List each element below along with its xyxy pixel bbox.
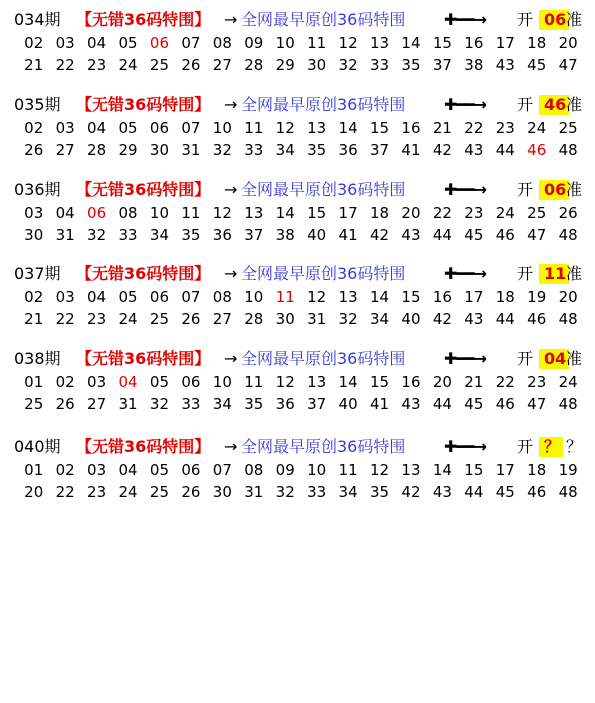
number-cell: 12 [275,373,295,391]
bracket-title: 【无错36码特围】 [76,180,211,199]
bracket-title: 【无错36码特围】 [76,95,211,114]
number-cell: 02 [24,119,44,137]
number-cell: 04 [87,119,107,137]
slogan-text: 全网最早原创36码特围 [241,180,406,199]
number-row [18,308,584,330]
number-cell: 21 [464,373,484,391]
number-cell: 02 [24,34,44,52]
number-cell: 35 [369,483,390,501]
number-cell: 25 [149,310,170,328]
period-header [14,8,584,32]
number-cell: 38 [464,56,484,74]
result-suffix: 准 [566,264,583,283]
number-cell: 21 [432,119,452,137]
number-cell: 30 [212,483,232,501]
number-cell: 32 [87,226,107,244]
number-cell: 22 [432,204,452,222]
number-cell: 10 [212,119,232,137]
long-arrow-icon: ✚━━→ [444,95,487,114]
number-grid [18,286,584,330]
number-cell: 12 [369,461,390,479]
number-cell: 37 [369,141,390,159]
number-cell: 12 [212,204,232,222]
period-header [14,262,584,286]
result-badge: 11 [539,264,569,284]
number-cell: 42 [432,141,452,159]
number-cell: 10 [307,461,327,479]
number-row [18,54,584,76]
number-cell: 22 [55,310,75,328]
number-cell: 46 [527,310,547,328]
number-cell: 34 [212,395,232,413]
number-cell: 02 [55,461,75,479]
number-cell: 22 [55,56,75,74]
number-cell: 34 [338,483,358,501]
number-row [18,117,584,139]
number-cell: 34 [149,226,170,244]
number-cell: 16 [401,373,421,391]
number-cell: 05 [118,288,138,306]
number-cell: 05 [118,119,138,137]
number-row [18,139,584,161]
period-block [14,435,584,503]
arrow-icon: → [224,95,238,114]
period-block [14,93,584,161]
period-block [14,178,584,246]
number-cell: 37 [432,56,452,74]
number-row [18,371,584,393]
number-cell: 24 [118,483,138,501]
number-cell: 03 [55,119,75,137]
number-cell: 07 [212,461,232,479]
number-cell: 14 [338,119,358,137]
number-cell: 15 [307,204,327,222]
number-cell: 02 [24,288,44,306]
number-cell: 08 [118,204,138,222]
number-cell: 30 [149,141,170,159]
open-label: 开 [517,437,534,456]
number-cell: 10 [275,34,295,52]
result-suffix: ？ [566,437,583,456]
number-cell: 08 [212,34,232,52]
period-label: 034期 [14,10,61,29]
number-cell: 10 [212,373,232,391]
long-arrow-icon: ✚━━→ [444,10,487,29]
result-badge: 04 [539,349,569,369]
number-cell: 32 [338,310,358,328]
number-cell: 13 [338,288,358,306]
period-label: 038期 [14,349,61,368]
number-cell: 26 [55,395,75,413]
number-cell: 19 [558,461,578,479]
number-cell: 21 [24,310,44,328]
arrow-icon: → [224,180,238,199]
number-cell: 44 [432,226,452,244]
number-cell: 03 [24,204,44,222]
number-cell: 30 [275,310,295,328]
number-cell: 45 [464,395,484,413]
number-cell: 06 [149,119,170,137]
long-arrow-icon: ✚━━→ [444,349,487,368]
number-cell: 36 [338,141,358,159]
arrow-icon: → [224,264,238,283]
number-cell: 43 [464,310,484,328]
number-cell: 33 [181,395,201,413]
result-suffix: 准 [566,10,583,29]
result-suffix: 准 [566,180,583,199]
open-label: 开 [517,264,534,283]
number-cell: 15 [464,461,484,479]
number-cell: 17 [338,204,358,222]
number-cell: 23 [87,56,107,74]
period-header [14,435,584,459]
number-cell: 28 [244,310,264,328]
number-cell: 14 [401,34,421,52]
number-cell: 09 [275,461,295,479]
number-cell: 41 [401,141,421,159]
number-cell: 20 [24,483,44,501]
number-row [18,286,584,308]
long-arrow-icon: ✚━━→ [444,437,487,456]
number-cell: 46 [495,226,515,244]
slogan-text: 全网最早原创36码特围 [241,264,406,283]
number-cell: 23 [87,310,107,328]
number-cell: 43 [401,226,421,244]
period-block [14,262,584,330]
number-cell: 37 [244,226,264,244]
number-cell: 05 [149,461,170,479]
number-row [18,481,584,503]
number-cell: 34 [275,141,295,159]
number-cell: 10 [149,204,170,222]
number-cell: 06 [149,34,170,52]
number-cell: 15 [432,34,452,52]
number-grid [18,459,584,503]
number-cell: 26 [24,141,44,159]
number-cell: 06 [149,288,170,306]
number-cell: 43 [401,395,421,413]
number-cell: 23 [464,204,484,222]
number-cell: 18 [495,288,515,306]
open-label: 开 [517,95,534,114]
arrow-icon: → [224,349,238,368]
number-cell: 31 [181,141,201,159]
number-cell: 17 [464,288,484,306]
number-cell: 11 [338,461,358,479]
number-cell: 23 [495,119,515,137]
number-cell: 48 [558,310,578,328]
number-cell: 31 [118,395,138,413]
number-grid [18,117,584,161]
number-cell: 48 [558,395,578,413]
number-cell: 24 [118,56,138,74]
number-cell: 48 [558,483,578,501]
number-cell: 05 [118,34,138,52]
number-cell: 46 [527,141,547,159]
period-label: 037期 [14,264,61,283]
number-cell: 46 [527,483,547,501]
number-cell: 30 [307,56,327,74]
number-cell: 27 [55,141,75,159]
number-cell: 06 [87,204,107,222]
number-cell: 37 [307,395,327,413]
number-cell: 04 [87,288,107,306]
number-row [18,32,584,54]
number-cell: 42 [369,226,390,244]
number-cell: 22 [495,373,515,391]
result-suffix: 准 [566,95,583,114]
number-cell: 18 [527,34,547,52]
number-cell: 14 [369,288,390,306]
bracket-title: 【无错36码特围】 [76,264,211,283]
number-cell: 26 [181,310,201,328]
number-cell: 13 [401,461,421,479]
period-label: 035期 [14,95,61,114]
number-cell: 32 [275,483,295,501]
number-cell: 38 [275,226,295,244]
number-cell: 28 [244,56,264,74]
number-cell: 27 [212,310,232,328]
number-cell: 07 [181,119,201,137]
result-badge: 06 [539,180,569,200]
number-cell: 03 [55,288,75,306]
slogan-text: 全网最早原创36码特围 [241,349,406,368]
number-cell: 12 [338,34,358,52]
number-cell: 25 [527,204,547,222]
number-cell: 11 [307,34,327,52]
slogan-text: 全网最早原创36码特围 [241,95,406,114]
number-cell: 26 [181,483,201,501]
number-cell: 13 [307,119,327,137]
number-cell: 35 [401,56,421,74]
number-row [18,202,584,224]
number-cell: 20 [432,373,452,391]
number-cell: 44 [464,483,484,501]
number-cell: 28 [87,141,107,159]
number-cell: 15 [369,373,390,391]
number-cell: 06 [181,373,201,391]
number-cell: 14 [338,373,358,391]
number-cell: 24 [118,310,138,328]
number-cell: 26 [558,204,578,222]
number-cell: 32 [149,395,170,413]
slogan-text: 全网最早原创36码特围 [241,437,406,456]
number-cell: 47 [558,56,578,74]
number-cell: 40 [338,395,358,413]
number-cell: 06 [181,461,201,479]
period-header [14,178,584,202]
number-cell: 11 [244,373,264,391]
number-cell: 27 [87,395,107,413]
number-cell: 33 [369,56,390,74]
number-cell: 42 [432,310,452,328]
number-cell: 46 [495,395,515,413]
number-cell: 15 [401,288,421,306]
number-cell: 10 [244,288,264,306]
number-cell: 03 [87,461,107,479]
period-block [14,347,584,415]
number-cell: 07 [181,288,201,306]
number-cell: 13 [244,204,264,222]
number-cell: 13 [369,34,390,52]
period-header [14,93,584,117]
period-block [14,8,584,76]
number-cell: 18 [369,204,390,222]
number-cell: 44 [495,141,515,159]
number-cell: 47 [527,395,547,413]
number-cell: 36 [275,395,295,413]
number-cell: 44 [432,395,452,413]
number-cell: 48 [558,226,578,244]
number-cell: 20 [558,34,578,52]
number-cell: 14 [275,204,295,222]
number-cell: 29 [275,56,295,74]
number-cell: 35 [307,141,327,159]
number-cell: 12 [307,288,327,306]
number-cell: 41 [369,395,390,413]
number-cell: 24 [495,204,515,222]
open-label: 开 [517,349,534,368]
number-cell: 44 [495,310,515,328]
bracket-title: 【无错36码特围】 [76,10,211,29]
number-cell: 33 [307,483,327,501]
result-badge: ？ [539,437,563,457]
number-cell: 18 [527,461,547,479]
number-cell: 41 [338,226,358,244]
number-cell: 31 [244,483,264,501]
number-cell: 04 [55,204,75,222]
open-label: 开 [517,10,534,29]
number-cell: 25 [24,395,44,413]
number-cell: 35 [244,395,264,413]
arrow-icon: → [224,10,238,29]
number-cell: 30 [24,226,44,244]
number-cell: 43 [495,56,515,74]
arrow-icon: → [224,437,238,456]
number-cell: 16 [432,288,452,306]
number-grid [18,202,584,246]
number-cell: 32 [338,56,358,74]
number-cell: 04 [118,373,138,391]
number-cell: 29 [118,141,138,159]
period-label: 040期 [14,437,61,456]
number-row [18,393,584,415]
number-cell: 08 [244,461,264,479]
number-cell: 11 [244,119,264,137]
period-label: 036期 [14,180,61,199]
number-cell: 09 [244,34,264,52]
number-cell: 42 [401,483,421,501]
bracket-title: 【无错36码特围】 [76,349,211,368]
number-cell: 14 [432,461,452,479]
number-cell: 22 [464,119,484,137]
number-row [18,224,584,246]
number-cell: 12 [275,119,295,137]
slogan-text: 全网最早原创36码特围 [241,10,406,29]
number-cell: 33 [244,141,264,159]
number-cell: 13 [307,373,327,391]
number-cell: 25 [149,56,170,74]
number-grid [18,32,584,76]
number-cell: 25 [558,119,578,137]
number-cell: 31 [307,310,327,328]
number-cell: 43 [432,483,452,501]
result-suffix: 准 [566,349,583,368]
open-label: 开 [517,180,534,199]
number-cell: 23 [527,373,547,391]
number-cell: 19 [527,288,547,306]
number-cell: 11 [275,288,295,306]
number-cell: 02 [55,373,75,391]
number-cell: 40 [401,310,421,328]
number-cell: 35 [181,226,201,244]
number-cell: 20 [558,288,578,306]
number-cell: 16 [464,34,484,52]
bracket-title: 【无错36码特围】 [76,437,211,456]
number-cell: 24 [527,119,547,137]
number-cell: 34 [369,310,390,328]
number-cell: 04 [118,461,138,479]
result-badge: 06 [539,10,569,30]
number-cell: 05 [149,373,170,391]
number-cell: 48 [558,141,578,159]
number-grid [18,371,584,415]
number-cell: 17 [495,34,515,52]
number-cell: 32 [212,141,232,159]
number-cell: 03 [87,373,107,391]
number-cell: 40 [307,226,327,244]
number-cell: 31 [55,226,75,244]
number-cell: 45 [495,483,515,501]
number-cell: 45 [464,226,484,244]
number-cell: 22 [55,483,75,501]
number-cell: 36 [212,226,232,244]
number-cell: 25 [149,483,170,501]
long-arrow-icon: ✚━━→ [444,180,487,199]
number-cell: 04 [87,34,107,52]
number-cell: 08 [212,288,232,306]
number-cell: 23 [87,483,107,501]
number-row [18,459,584,481]
number-cell: 16 [401,119,421,137]
number-cell: 26 [181,56,201,74]
number-cell: 20 [401,204,421,222]
number-cell: 11 [181,204,201,222]
number-cell: 07 [181,34,201,52]
number-cell: 45 [527,56,547,74]
number-cell: 27 [212,56,232,74]
number-cell: 47 [527,226,547,244]
result-badge: 46 [539,95,569,115]
number-cell: 03 [55,34,75,52]
number-cell: 21 [24,56,44,74]
number-cell: 43 [464,141,484,159]
period-header [14,347,584,371]
number-cell: 17 [495,461,515,479]
number-cell: 24 [558,373,578,391]
number-cell: 33 [118,226,138,244]
long-arrow-icon: ✚━━→ [444,264,487,283]
number-cell: 01 [24,373,44,391]
number-cell: 01 [24,461,44,479]
number-cell: 15 [369,119,390,137]
